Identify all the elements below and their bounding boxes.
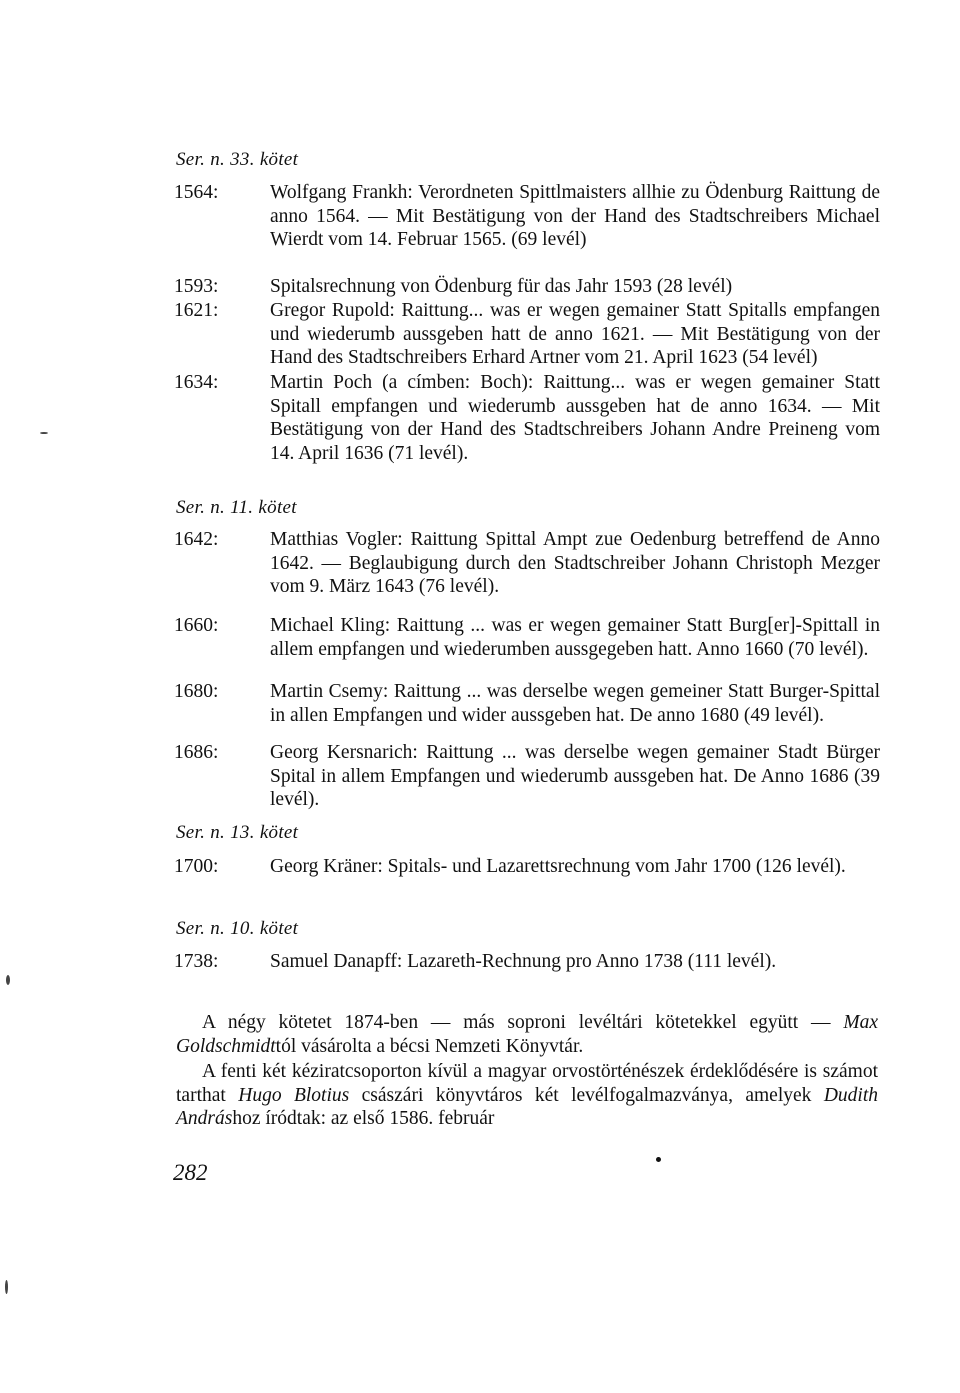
entry-text: Georg Kersnarich: Raittung ... was derselbe wegen gemainer Stadt Bürger Spital in allem Empfangen und wiederumb aussgeben hat. De Anno 1686 (39 levél). xyxy=(270,742,880,810)
paragraph-2-part-a: A fenti két kéziratcsoporton kívül a magyar orvostörténészek érdeklődésére is számot tarthat xyxy=(176,1061,878,1106)
entry-1686 xyxy=(174,741,880,812)
section-heading-2: Ser. n. 11. kötet xyxy=(176,497,297,518)
entry-year: 1593: xyxy=(174,276,219,297)
entry-year: 1738: xyxy=(174,951,219,972)
entry-1660 xyxy=(174,614,880,661)
entry-1700 xyxy=(174,855,880,879)
scan-speck xyxy=(6,975,10,985)
paragraph-2-part-c: hoz íródtak: az első 1586. február xyxy=(232,1108,495,1129)
entry-text: Spitalsrechnung von Ödenburg für das Jahr 1593 (28 levél) xyxy=(270,276,733,297)
entry-year: 1564: xyxy=(174,182,219,203)
scan-dot xyxy=(656,1157,661,1162)
entry-text: Michael Kling: Raittung ... was er wegen gemainer Statt Burg[er]-Spittall in allem empfangen und wiederumben aussgegeben hatt. Anno 1660 (70 levél). xyxy=(270,615,880,660)
entry-text: Martin Csemy: Raittung ... was derselbe wegen gemeiner Statt Burger-Spittal in allen Empfangen und wider aussgeben hat. De anno 1680 (49 levél). xyxy=(270,681,880,726)
entry-1642 xyxy=(174,528,880,599)
section-heading-4: Ser. n. 10. kötet xyxy=(176,918,299,939)
person-name-dudith: Dudith András xyxy=(176,1084,878,1129)
paragraph-1 xyxy=(176,1011,878,1058)
scan-speck xyxy=(5,1280,8,1294)
entry-year: 1642: xyxy=(174,529,219,550)
paragraph-2-part-b: császári könyvtáros két levélfogalmazványa, amelyek xyxy=(349,1084,824,1106)
entry-1621 xyxy=(174,299,880,370)
section-heading-3: Ser. n. 13. kötet xyxy=(176,822,299,843)
entry-text: Gregor Rupold: Raittung... was er wegen gemainer Statt Spitalls empfangen und wiederumb aussgeben hatt de anno 1621. — Mit Bestätigung von der Hand des Stadtschreibers Erhard Artner vom 21. April 1623 (54 levél) xyxy=(270,300,880,368)
paragraph-1-part-b: tól vásárolta a bécsi Nemzeti Könyvtár. xyxy=(275,1035,584,1057)
person-name-blotius: Hugo Blotius xyxy=(238,1084,350,1106)
entry-year: 1621: xyxy=(174,300,219,321)
entry-year: 1660: xyxy=(174,615,219,636)
entry-1738 xyxy=(174,950,880,974)
entry-1634 xyxy=(174,371,880,465)
entry-year: 1700: xyxy=(174,856,219,877)
scan-speck xyxy=(40,432,48,434)
entry-1593 xyxy=(174,275,880,299)
entry-text: Samuel Danapff: Lazareth-Rechnung pro Anno 1738 (111 levél). xyxy=(270,951,777,972)
entry-year: 1634: xyxy=(174,372,219,393)
entry-1680 xyxy=(174,680,880,727)
entry-year: 1686: xyxy=(174,742,219,763)
paragraph-2 xyxy=(176,1060,878,1131)
entry-text: Wolfgang Frankh: Verordneten Spittlmaisters allhie zu Ödenburg Raittung de anno 1564. — Mit Bestätigung von der Hand des Stadtschreibers Michael Wierdt vom 14. Februar 1565. (69 levél) xyxy=(270,182,880,250)
entry-text: Martin Poch (a címben: Boch): Raittung... was er wegen gemainer Statt Spitall empfangen und wiederumb aussgeben hat de anno 1634. — Mit Bestätigung von der Hand des Stadtschreibers Johann Andre Preineng vom 14. April 1636 (71 levél). xyxy=(270,372,880,464)
entry-text: Matthias Vogler: Raittung Spittal Ampt zue Oedenburg betreffend de Anno 1642. — Beglaubigung durch den Stadtschreiber Johann Christoph Mezger vom 9. März 1643 (76 levél). xyxy=(270,529,880,597)
person-name-goldschmidt: Max Goldschmidt xyxy=(176,1012,878,1057)
page-number: 282 xyxy=(173,1160,208,1185)
section-heading-1: Ser. n. 33. kötet xyxy=(176,149,299,170)
paragraph-1-part-a: A négy kötetet 1874-ben — más soproni levéltári kötetekkel együtt — xyxy=(202,1012,844,1033)
entry-year: 1680: xyxy=(174,681,219,702)
entry-1564 xyxy=(174,181,880,252)
entry-text: Georg Kräner: Spitals- und Lazarettsrechnung vom Jahr 1700 (126 levél). xyxy=(270,856,846,877)
